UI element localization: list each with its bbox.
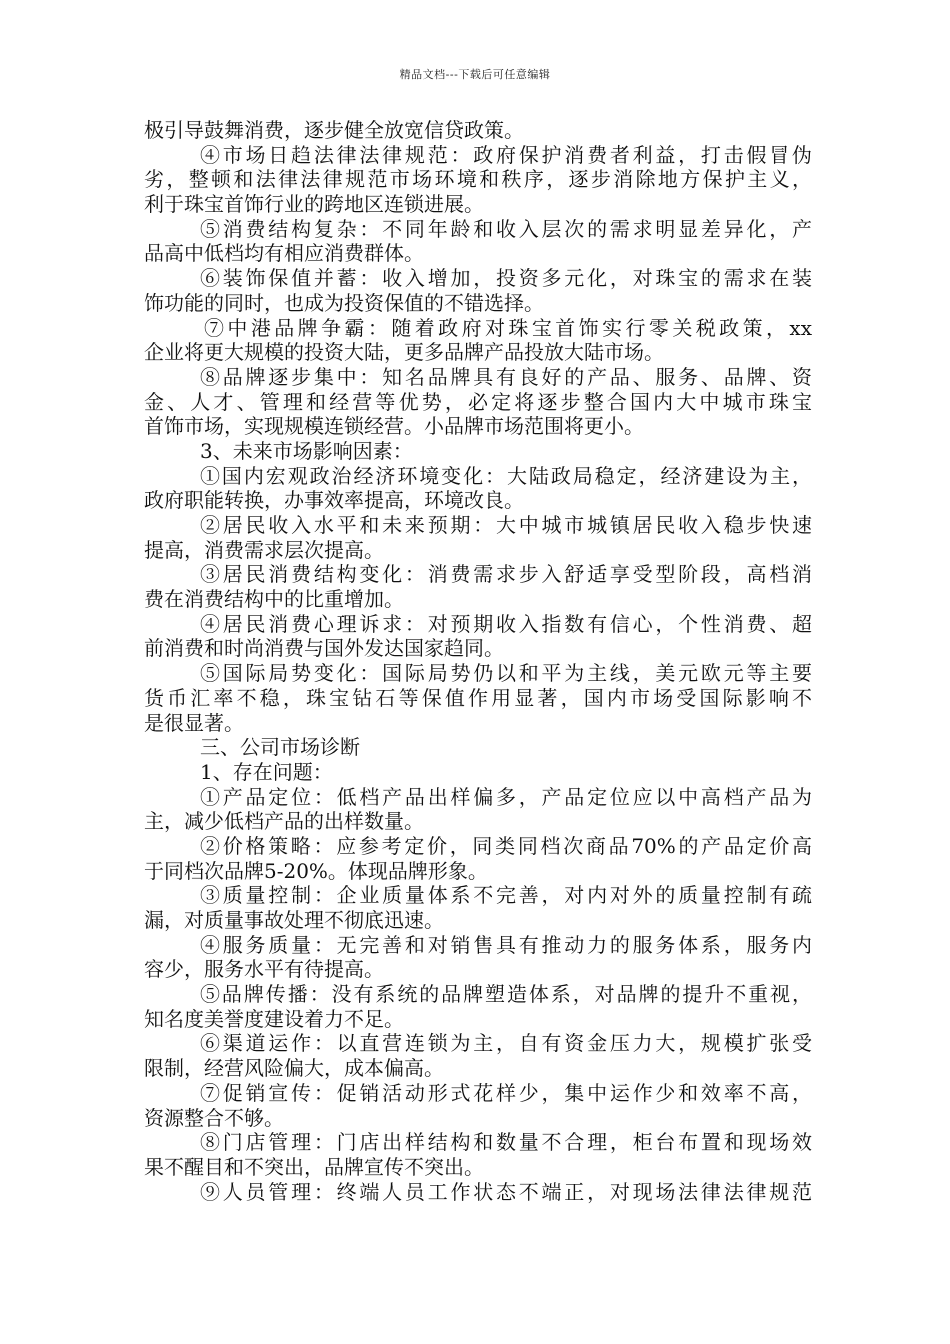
document-body — [144, 118, 812, 1204]
paragraph-line: 提高，消费需求层次提高。 — [144, 537, 384, 562]
paragraph-line: ⑧门店管理：门店出样结构和数量不合理，柜台布置和现场效 — [200, 1130, 812, 1155]
paragraph-line: 金、人才、管理和经营等优势，必定将逐步整合国内大中城市珠宝 — [144, 389, 812, 414]
paragraph-line: 利于珠宝首饰行业的跨地区连锁进展。 — [144, 192, 484, 217]
paragraph-line: 容少，服务水平有待提高。 — [144, 957, 384, 982]
paragraph-line: ⑤消费结构复杂：不同年龄和收入层次的需求明显差异化，产 — [200, 216, 812, 241]
section-heading: 三、公司市场诊断 — [200, 735, 360, 760]
page-header: 精品文档---下载后可任意编辑 — [399, 68, 551, 81]
paragraph-line: ①国内宏观政治经济环境变化：大陆政局稳定，经济建设为主， — [200, 463, 812, 488]
paragraph-line: 前消费和时尚消费与国外发达国家趋同。 — [144, 636, 504, 661]
paragraph-line: 资源整合不够。 — [144, 1105, 284, 1130]
paragraph-line: ④居民消费心理诉求：对预期收入指数有信心，个性消费、超 — [200, 611, 812, 636]
paragraph-line: ⑦中港品牌争霸：随着政府对珠宝首饰实行零关税政策，xx — [204, 315, 812, 340]
paragraph-line: 货币汇率不稳，珠宝钻石等保值作用显著，国内市场受国际影响不 — [144, 685, 812, 710]
paragraph-line: ⑨人员管理：终端人员工作状态不端正，对现场法律法律规范 — [200, 1179, 812, 1204]
section-heading: 1、存在问题： — [200, 759, 333, 784]
paragraph-line: 知名度美誉度建设着力不足。 — [144, 1006, 404, 1031]
section-heading: 3、未来市场影响因素： — [200, 438, 413, 463]
paragraph-line: 首饰市场，实现规模连锁经营。小品牌市场范围将更小。 — [144, 414, 644, 439]
paragraph-line: ⑥装饰保值并蓄：收入增加，投资多元化，对珠宝的需求在装 — [200, 266, 812, 291]
paragraph-line: 极引导鼓舞消费，逐步健全放宽信贷政策。 — [144, 118, 524, 142]
paragraph-line: 于同档次品牌5-20%。体现品牌形象。 — [144, 858, 488, 883]
paragraph-line: 费在消费结构中的比重增加。 — [144, 587, 404, 612]
paragraph-line: 主，减少低档产品的出样数量。 — [144, 809, 424, 834]
paragraph-line: ⑤国际局势变化：国际局势仍以和平为主线，美元欧元等主要 — [200, 661, 812, 686]
paragraph-line: 劣，整顿和法律法律规范市场环境和秩序，逐步消除地方保护主义， — [144, 167, 812, 192]
paragraph-line: ③居民消费结构变化：消费需求步入舒适享受型阶段，高档消 — [200, 562, 812, 587]
paragraph-line: ②价格策略：应参考定价，同类同档次商品70%的产品定价高 — [200, 833, 812, 858]
paragraph-line: 政府职能转换，办事效率提高，环境改良。 — [144, 488, 524, 513]
paragraph-line: ⑤品牌传播：没有系统的品牌塑造体系，对品牌的提升不重视， — [200, 982, 812, 1007]
paragraph-line: 企业将更大规模的投资大陆，更多品牌产品投放大陆市场。 — [144, 340, 664, 365]
paragraph-line: ⑥渠道运作：以直营连锁为主，自有资金压力大，规模扩张受 — [200, 1031, 812, 1056]
paragraph-line: 限制，经营风险偏大，成本偏高。 — [144, 1056, 444, 1081]
paragraph-line: ③质量控制：企业质量体系不完善，对内对外的质量控制有疏 — [200, 883, 812, 908]
paragraph-line: 品高中低档均有相应消费群体。 — [144, 241, 424, 266]
paragraph-line: 饰功能的同时，也成为投资保值的不错选择。 — [144, 290, 544, 315]
paragraph-line: ④服务质量：无完善和对销售具有推动力的服务体系，服务内 — [200, 932, 812, 957]
paragraph-line: 果不醒目和不突出，品牌宣传不突出。 — [144, 1154, 484, 1179]
paragraph-line: ⑧品牌逐步集中：知名品牌具有良好的产品、服务、品牌、资 — [200, 364, 812, 389]
paragraph-line: 是很显著。 — [144, 710, 244, 735]
paragraph-line: 漏，对质量事故处理不彻底迅速。 — [144, 908, 444, 932]
paragraph-line: ⑦促销宣传：促销活动形式花样少，集中运作少和效率不高， — [200, 1080, 812, 1105]
paragraph-line: ②居民收入水平和未来预期：大中城市城镇居民收入稳步快速 — [200, 513, 812, 537]
paragraph-line: ④市场日趋法律法律规范：政府保护消费者利益，打击假冒伪 — [200, 142, 812, 167]
paragraph-line: ①产品定位：低档产品出样偏多，产品定位应以中高档产品为 — [200, 784, 812, 809]
